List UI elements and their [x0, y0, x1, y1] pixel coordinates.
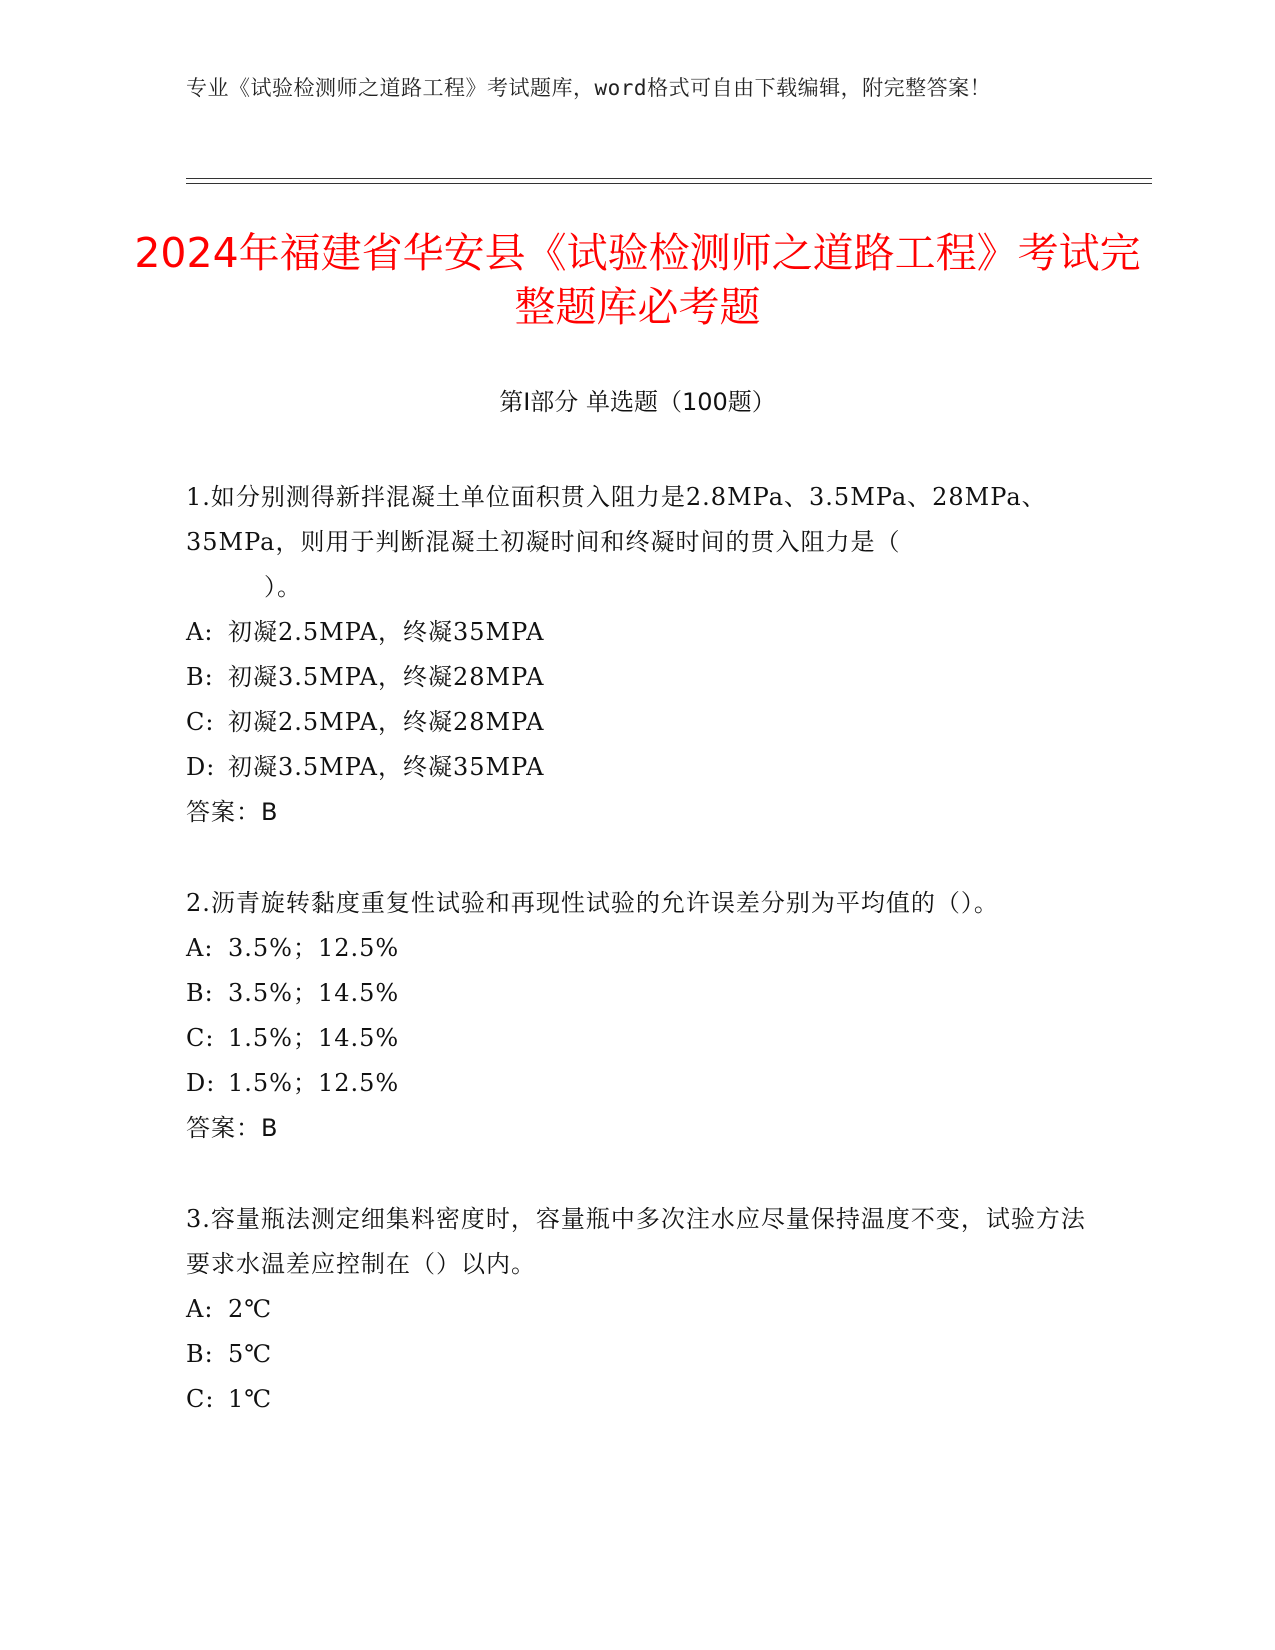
- question-1: [186, 475, 1086, 835]
- option-letter: B:: [186, 663, 214, 691]
- option-text: 初凝2.5MPA，终凝28MPA: [228, 708, 545, 736]
- option-d: [186, 1061, 1086, 1106]
- option-text: 初凝2.5MPA，终凝35MPA: [228, 618, 545, 646]
- option-c: [186, 700, 1086, 745]
- option-text: 1.5%；14.5%: [228, 1024, 400, 1052]
- answer-value: B: [261, 798, 279, 826]
- answer-line: [186, 1106, 1086, 1151]
- document-title: 2024年福建省华安县《试验检测师之道路工程》考试完整题库必考题: [134, 229, 1141, 331]
- option-text: 初凝3.5MPA，终凝35MPA: [228, 753, 545, 781]
- answer-label: 答案：: [186, 1114, 261, 1142]
- option-a: [186, 1287, 1086, 1332]
- option-text: 1.5%；12.5%: [228, 1069, 400, 1097]
- option-letter: C:: [186, 1385, 215, 1413]
- option-text: 3.5%；12.5%: [228, 934, 400, 962]
- question-stem: [186, 1197, 1086, 1287]
- question-text: 容量瓶法测定细集料密度时，容量瓶中多次注水应尽量保持温度不变，试验方法要求水温差应控制在（）以内。: [186, 1205, 1086, 1278]
- question-3: [186, 1197, 1086, 1422]
- option-letter: A:: [186, 934, 214, 962]
- question-text: 如分别测得新拌混凝土单位面积贯入阻力是2.8MPa、3.5MPa、28MPa、35MPa，则用于判断混凝土初凝时间和终凝时间的贯入阻力是（: [186, 483, 1047, 556]
- option-letter: C:: [186, 1024, 215, 1052]
- option-b: [186, 1332, 1086, 1377]
- question-2: [186, 881, 1086, 1151]
- question-stem: [186, 881, 1086, 926]
- option-letter: A:: [186, 1295, 214, 1323]
- option-text: 2℃: [228, 1295, 273, 1323]
- option-a: [186, 926, 1086, 971]
- option-b: [186, 655, 1086, 700]
- option-text: 3.5%；14.5%: [228, 979, 400, 1007]
- question-stem: [186, 475, 1086, 610]
- header-divider-top: [186, 178, 1152, 179]
- header-note: 专业《试验检测师之道路工程》考试题库，word格式可自由下载编辑，附完整答案！: [186, 76, 992, 100]
- option-a: [186, 610, 1086, 655]
- option-letter: B:: [186, 1340, 214, 1368]
- option-c: [186, 1016, 1086, 1061]
- option-text: 1℃: [228, 1385, 273, 1413]
- option-text: 5℃: [228, 1340, 273, 1368]
- answer-line: [186, 790, 1086, 835]
- question-text-tail: ）。: [264, 573, 302, 601]
- section-title: 第Ⅰ部分 单选题（100题）: [499, 388, 776, 416]
- question-number: 2.: [186, 889, 211, 917]
- question-number: 1.: [186, 483, 211, 511]
- option-b: [186, 971, 1086, 1016]
- answer-label: 答案：: [186, 798, 261, 826]
- question-number: 3.: [186, 1205, 211, 1233]
- option-text: 初凝3.5MPA，终凝28MPA: [228, 663, 545, 691]
- question-list: [186, 475, 1086, 1468]
- option-letter: C:: [186, 708, 215, 736]
- option-letter: B:: [186, 979, 214, 1007]
- option-d: [186, 745, 1086, 790]
- question-text: 沥青旋转黏度重复性试验和再现性试验的允许误差分别为平均值的（）。: [210, 889, 999, 917]
- header-divider-bottom: [186, 183, 1152, 184]
- option-letter: D:: [186, 753, 216, 781]
- option-letter: A:: [186, 618, 214, 646]
- answer-value: B: [261, 1114, 279, 1142]
- option-c: [186, 1377, 1086, 1422]
- option-letter: D:: [186, 1069, 216, 1097]
